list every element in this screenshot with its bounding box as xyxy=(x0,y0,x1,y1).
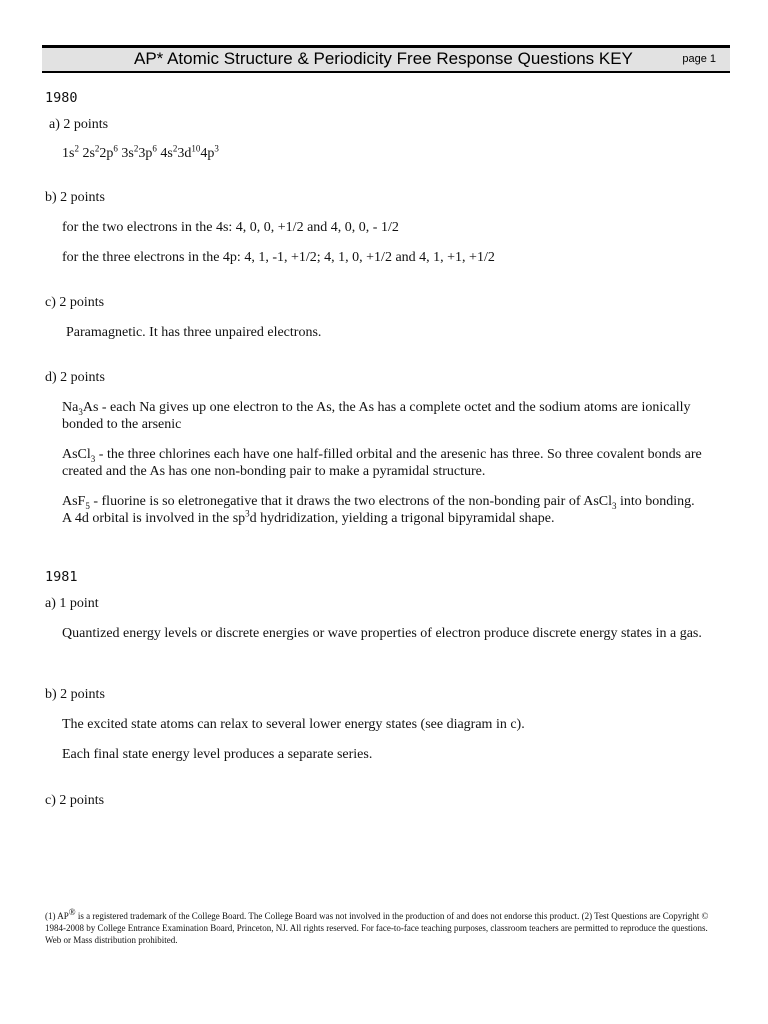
paramagnetic-answer: Paramagnetic. It has three unpaired electrons. xyxy=(66,325,322,340)
series-answer: Each final state energy level produces a separate series. xyxy=(62,747,373,762)
part-c-label-1981: c) 2 points xyxy=(45,793,105,808)
ascl3-answer: AsCl$_3$ - the three chlorines each have one half-filled orbital and the aresenic has three. So three covalent bonds are created and the As has one non-bonding pair to make a pyramidal structure. xyxy=(62,447,702,479)
na3as-answer: $Na_3As$ - each Na gives up one electron to the As, the As has a complete octet and the sodium atoms are ionically bonded to the arsenic xyxy=(62,400,691,432)
asf5-answer: AsF$_5$ - fluorine is so eletronegative that it draws the two electrons of the non-bonding pair of AsCl$_3$ into bonding. A 4d orbital is involved in the $sp^3d$ hydridization, yielding a trigonal bipyramidal shape. xyxy=(62,494,695,526)
part-a-label-1980: a) 2 points xyxy=(49,117,109,132)
part-d-label-1980: d) 2 points xyxy=(45,370,105,385)
page-title: AP* Atomic Structure & Periodicity Free Response Questions KEY xyxy=(134,49,633,68)
quantum-numbers-4s: for the two electrons in the 4s: 4, 0, 0, +1/2 and 4, 0, 0, - 1/2 xyxy=(62,220,399,235)
excited-state-answer: The excited state atoms can relax to several lower energy states (see diagram in c). xyxy=(62,717,525,732)
year-heading-1980: 1980 xyxy=(45,90,78,106)
part-b-label-1980: b) 2 points xyxy=(45,190,105,205)
electron-configuration: $1s^2$ $2s^22p^6$ $3s^23p^6$ $4s^23d^{10}4p^3$ xyxy=(62,143,219,161)
year-heading-1981: 1981 xyxy=(45,569,78,585)
copyright-footer: (1) AP® is a registered trademark of the College Board. The College Board was not involved in the production of and does not endorse this product. (2) Test Questions are Copyright © 1984-2008 by College Entrance Examination Board, Princeton, NJ. All rights reserved. For face-to-face teaching purposes, classroom teachers are permitted to reproduce the questions. Web or Mass distribution prohibited. xyxy=(45,907,709,945)
part-c-label-1980: c) 2 points xyxy=(45,295,105,310)
page-number: page 1 xyxy=(682,53,716,65)
page-header xyxy=(42,45,730,73)
part-b-label-1981: b) 2 points xyxy=(45,687,105,702)
part-a-label-1981: a) 1 point xyxy=(45,596,99,611)
quantized-energy-answer: Quantized energy levels or discrete energies or wave properties of electron produce discrete energy states in a gas. xyxy=(62,626,702,641)
quantum-numbers-4p: for the three electrons in the 4p: 4, 1, -1, +1/2; 4, 1, 0, +1/2 and 4, 1, +1, +1/2 xyxy=(62,250,495,265)
